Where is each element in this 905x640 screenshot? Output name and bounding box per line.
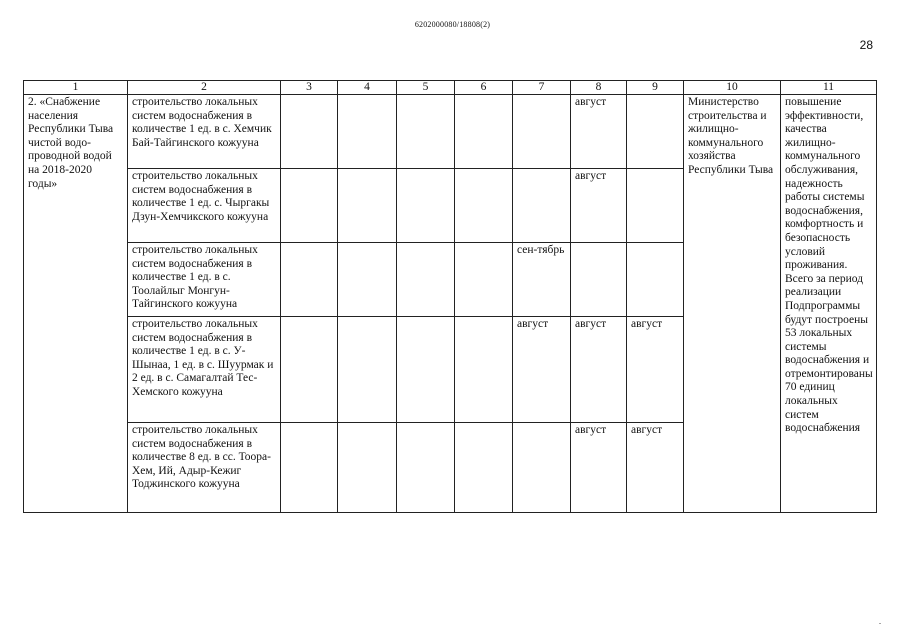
month-cell: август [571,317,627,423]
activity-cell: строительство локальных систем водоснабжения в количестве 1 ед. с. Чыргакы Дзун-Хемчикского кожууна [128,169,281,243]
month-cell: август [571,423,627,513]
col-number: 6 [455,81,513,95]
col-number: 5 [397,81,455,95]
col-number: 11 [781,81,877,95]
month-cell: сен-тябрь [513,243,571,317]
document-code: 6202000080/18808(2) [414,20,491,29]
month-cell [627,95,684,169]
month-cell [513,95,571,169]
table-row [24,95,877,169]
month-cell [571,243,627,317]
month-cell [627,169,684,243]
col-number: 10 [684,81,781,95]
col-number: 1 [24,81,128,95]
month-cell: август [571,169,627,243]
month-cell: август [627,423,684,513]
footer-mark: . [879,617,881,626]
column-number-row [24,81,877,95]
col-number: 8 [571,81,627,95]
responsible-cell: Министерство строительства и жилищно-коммунального хозяйства Республики Тыва [684,95,781,513]
activity-cell: строительство локальных систем водоснабжения в количестве 1 ед. в с. Хемчик Бай-Тайгинского кожууна [128,95,281,169]
activity-cell: строительство локальных систем водоснабжения в количестве 1 ед. в с. Тоолайлыг Монгун-Тайгинского кожууна [128,243,281,317]
month-cell [627,243,684,317]
col-number: 2 [128,81,281,95]
program-cell: 2. «Снабжение населения Республики Тыва чистой водо-проводной водой на 2018-2020 годы» [24,95,128,513]
month-cell [513,169,571,243]
activity-cell: строительство локальных систем водоснабжения в количестве 8 ед. в сс. Тоора-Хем, Ий, Адыр-Кежиг Тоджинского кожууна [128,423,281,513]
month-cell: август [627,317,684,423]
col-number: 7 [513,81,571,95]
col-number: 9 [627,81,684,95]
plan-table [23,80,877,513]
col-number: 4 [338,81,397,95]
month-cell [513,423,571,513]
month-cell: август [513,317,571,423]
col-number: 3 [281,81,338,95]
activity-cell: строительство локальных систем водоснабжения в количестве 1 ед. в с. У-Шынаа, 1 ед. в с. Шуурмак и 2 ед. в с. Самагалтай Тес-Хемского кожууна [128,317,281,423]
result-cell: повышение эффективности, качества жилищно-коммунального обслуживания, надежность работы системы водоснабжения, комфортность и безопасность условий проживания. Всего за период реализации Подпрограммы будут построены 53 локальных системы водоснабжения и отремонтированы 70 единиц локальных систем водоснабжения [781,95,877,513]
page-number: 28 [859,38,873,52]
month-cell: август [571,95,627,169]
